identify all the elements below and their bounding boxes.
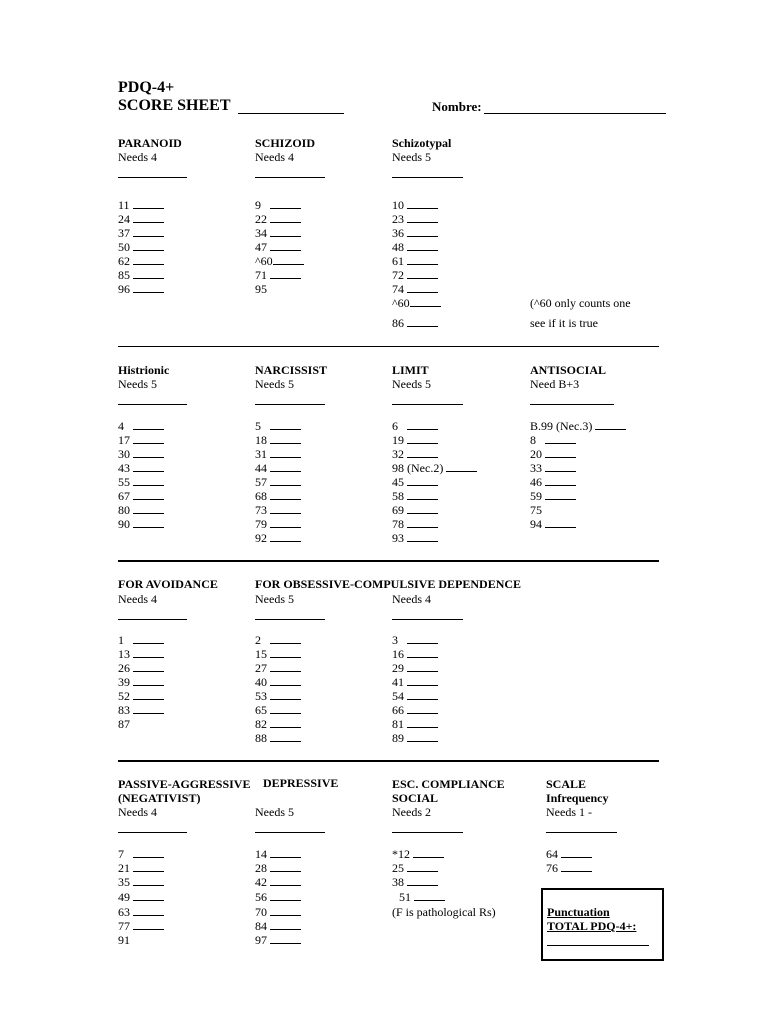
answer-blank[interactable] bbox=[407, 419, 438, 430]
answer-blank[interactable] bbox=[407, 531, 438, 542]
answer-blank[interactable] bbox=[133, 461, 164, 472]
esc-note: (F is pathological Rs) bbox=[392, 905, 496, 919]
answer-blank[interactable] bbox=[270, 447, 301, 458]
form-subtitle: SCORE SHEET bbox=[118, 97, 231, 114]
name-field[interactable] bbox=[484, 113, 666, 114]
passive-aggressive-title: PASSIVE-AGGRESSIVE bbox=[118, 777, 251, 791]
dependence-score-field[interactable] bbox=[392, 619, 463, 620]
list-item: 40 bbox=[255, 675, 301, 690]
esc-compliance-needs: Needs 2 bbox=[392, 805, 431, 819]
scale-title: SCALE bbox=[546, 777, 587, 791]
list-item: 66 bbox=[392, 703, 438, 718]
avoidance-title: FOR AVOIDANCE bbox=[118, 577, 218, 591]
list-item: 54 bbox=[392, 689, 438, 704]
name-label: Nombre: bbox=[432, 99, 482, 114]
answer-blank[interactable] bbox=[414, 890, 445, 901]
dependence-needs: Needs 4 bbox=[392, 592, 431, 606]
esc-compliance-score-field[interactable] bbox=[392, 832, 463, 833]
list-item: 73 bbox=[255, 503, 301, 518]
list-item: 56 bbox=[255, 890, 301, 905]
list-item: 27 bbox=[255, 661, 301, 676]
list-item: 62 bbox=[118, 254, 164, 269]
answer-blank[interactable] bbox=[561, 861, 592, 872]
answer-blank[interactable] bbox=[270, 919, 301, 930]
histrionic-title: Histrionic bbox=[118, 363, 170, 377]
answer-blank[interactable] bbox=[133, 661, 164, 672]
list-item: 89 bbox=[392, 731, 438, 746]
list-item: 74 bbox=[392, 282, 438, 297]
list-item: 57 bbox=[255, 475, 301, 490]
list-item: 36 bbox=[392, 226, 438, 241]
answer-blank[interactable] bbox=[133, 517, 164, 528]
answer-blank[interactable] bbox=[133, 419, 164, 430]
list-item: 75 bbox=[530, 503, 542, 517]
narcissist-title: NARCISSIST bbox=[255, 363, 328, 377]
answer-blank[interactable] bbox=[407, 703, 438, 714]
list-item: 14 bbox=[255, 847, 301, 862]
answer-blank[interactable] bbox=[270, 489, 301, 500]
list-item: 1 bbox=[118, 633, 164, 648]
schizoid-needs: Needs 4 bbox=[255, 150, 294, 164]
list-item: B.99 (Nec.3) bbox=[530, 419, 626, 434]
list-item: 52 bbox=[118, 689, 164, 704]
histrionic-score-field[interactable] bbox=[118, 404, 187, 405]
answer-blank[interactable] bbox=[133, 198, 164, 209]
answer-blank[interactable] bbox=[545, 517, 576, 528]
scale-needs: Needs 1 - bbox=[546, 805, 592, 819]
esc-compliance-title: ESC. COMPLIANCE bbox=[392, 777, 505, 791]
list-item: 85 bbox=[118, 268, 164, 283]
limit-needs: Needs 5 bbox=[392, 377, 431, 391]
answer-blank[interactable] bbox=[545, 475, 576, 486]
subtitle-underline bbox=[238, 113, 344, 114]
list-item: 87 bbox=[118, 717, 130, 731]
avoidance-needs: Needs 4 bbox=[118, 592, 157, 606]
answer-blank[interactable] bbox=[270, 461, 301, 472]
answer-blank[interactable] bbox=[410, 296, 441, 307]
answer-blank[interactable] bbox=[407, 254, 438, 265]
answer-blank[interactable] bbox=[133, 919, 164, 930]
list-item: 38 bbox=[392, 875, 438, 890]
list-item: 15 bbox=[255, 647, 301, 662]
list-item: 79 bbox=[255, 517, 301, 532]
list-item: 88 bbox=[255, 731, 301, 746]
list-item: 9 bbox=[255, 198, 301, 213]
answer-blank[interactable] bbox=[270, 517, 301, 528]
answer-blank[interactable] bbox=[270, 647, 301, 658]
answer-blank[interactable] bbox=[133, 703, 164, 714]
depressive-score-field[interactable] bbox=[255, 832, 325, 833]
section-divider bbox=[118, 760, 659, 762]
answer-blank[interactable] bbox=[407, 226, 438, 237]
answer-blank[interactable] bbox=[407, 240, 438, 251]
answer-blank[interactable] bbox=[407, 633, 438, 644]
list-item: 30 bbox=[118, 447, 164, 462]
answer-blank[interactable] bbox=[270, 240, 301, 251]
scale-subtitle: Infrequency bbox=[546, 791, 609, 805]
list-item: 4 bbox=[118, 419, 164, 434]
answer-blank[interactable] bbox=[270, 268, 301, 279]
answer-blank[interactable] bbox=[270, 226, 301, 237]
depressive-needs: Needs 5 bbox=[255, 805, 294, 819]
passive-aggressive-needs: Needs 4 bbox=[118, 805, 157, 819]
list-item: *12 bbox=[392, 847, 444, 862]
list-item: 49 bbox=[118, 890, 164, 905]
schizoid-title: SCHIZOID bbox=[255, 136, 316, 150]
list-item: 50 bbox=[118, 240, 164, 255]
list-item: 29 bbox=[392, 661, 438, 676]
antisocial-needs: Need B+3 bbox=[530, 377, 580, 391]
schizotypal-title: Schizotypal bbox=[392, 136, 452, 150]
list-item: 26 bbox=[118, 661, 164, 676]
answer-blank[interactable] bbox=[133, 489, 164, 500]
answer-blank[interactable] bbox=[270, 675, 301, 686]
scale-score-field[interactable] bbox=[546, 832, 617, 833]
list-item: 86 bbox=[392, 316, 438, 331]
depressive-title: DEPRESSIVE bbox=[263, 776, 339, 790]
answer-blank[interactable] bbox=[407, 731, 438, 742]
answer-blank[interactable] bbox=[133, 240, 164, 251]
narcissist-needs: Needs 5 bbox=[255, 377, 294, 391]
list-item: 41 bbox=[392, 675, 438, 690]
list-item: 68 bbox=[255, 489, 301, 504]
list-item: 42 bbox=[255, 875, 301, 890]
answer-blank[interactable] bbox=[270, 198, 301, 209]
answer-blank[interactable] bbox=[407, 316, 438, 327]
paranoid-score-field[interactable] bbox=[118, 177, 187, 178]
note-line-1: (^60 only counts one bbox=[530, 296, 631, 310]
answer-blank[interactable] bbox=[407, 517, 438, 528]
list-item: 37 bbox=[118, 226, 164, 241]
section-divider bbox=[118, 560, 659, 562]
list-item: 91 bbox=[118, 933, 130, 947]
list-item: 76 bbox=[546, 861, 592, 876]
histrionic-needs: Needs 5 bbox=[118, 377, 157, 391]
esc-compliance-subtitle: SOCIAL bbox=[392, 791, 439, 805]
list-item: 72 bbox=[392, 268, 438, 283]
list-item: 21 bbox=[118, 861, 164, 876]
list-item: 46 bbox=[530, 475, 576, 490]
list-item: 33 bbox=[530, 461, 576, 476]
section-divider bbox=[118, 346, 659, 347]
list-item: 22 bbox=[255, 212, 301, 227]
list-item: 82 bbox=[255, 717, 301, 732]
answer-blank[interactable] bbox=[270, 212, 301, 223]
answer-blank[interactable] bbox=[270, 933, 301, 944]
answer-blank[interactable] bbox=[133, 282, 164, 293]
answer-blank[interactable] bbox=[407, 212, 438, 223]
answer-blank[interactable] bbox=[407, 503, 438, 514]
list-item: 5 bbox=[255, 419, 301, 434]
list-item: 96 bbox=[118, 282, 164, 297]
answer-blank[interactable] bbox=[270, 905, 301, 916]
list-item: 6 bbox=[392, 419, 438, 434]
list-item: 94 bbox=[530, 517, 576, 532]
answer-blank[interactable] bbox=[133, 254, 164, 265]
list-item: 61 bbox=[392, 254, 438, 269]
obsessive-needs: Needs 5 bbox=[255, 592, 294, 606]
list-item: 18 bbox=[255, 433, 301, 448]
antisocial-score-field[interactable] bbox=[530, 404, 614, 405]
list-item: 31 bbox=[255, 447, 301, 462]
list-item: 95 bbox=[255, 282, 267, 296]
passive-aggressive-score-field[interactable] bbox=[118, 832, 187, 833]
list-item: 51 bbox=[399, 890, 445, 905]
answer-blank[interactable] bbox=[407, 475, 438, 486]
answer-blank[interactable] bbox=[545, 447, 576, 458]
list-item: 58 bbox=[392, 489, 438, 504]
list-item: 80 bbox=[118, 503, 164, 518]
answer-blank[interactable] bbox=[133, 675, 164, 686]
answer-blank[interactable] bbox=[270, 731, 301, 742]
answer-blank[interactable] bbox=[133, 268, 164, 279]
answer-blank[interactable] bbox=[270, 475, 301, 486]
schizotypal-needs: Needs 5 bbox=[392, 150, 431, 164]
answer-blank[interactable] bbox=[413, 847, 444, 858]
answer-blank[interactable] bbox=[133, 475, 164, 486]
answer-blank[interactable] bbox=[133, 433, 164, 444]
answer-blank[interactable] bbox=[270, 419, 301, 430]
answer-blank[interactable] bbox=[133, 861, 164, 872]
list-item: 23 bbox=[392, 212, 438, 227]
obsessive-score-field[interactable] bbox=[255, 619, 325, 620]
list-item: 35 bbox=[118, 875, 164, 890]
paranoid-title: PARANOID bbox=[118, 136, 182, 150]
schizotypal-score-field[interactable] bbox=[392, 177, 463, 178]
answer-blank[interactable] bbox=[407, 433, 438, 444]
answer-blank[interactable] bbox=[561, 847, 592, 858]
list-item: 3 bbox=[392, 633, 438, 648]
list-item: 59 bbox=[530, 489, 576, 504]
list-item: 97 bbox=[255, 933, 301, 948]
answer-blank[interactable] bbox=[407, 689, 438, 700]
answer-blank[interactable] bbox=[133, 905, 164, 916]
list-item: 64 bbox=[546, 847, 592, 862]
list-item: 77 bbox=[118, 919, 164, 934]
answer-blank[interactable] bbox=[270, 661, 301, 672]
list-item: 90 bbox=[118, 517, 164, 532]
list-item: 78 bbox=[392, 517, 438, 532]
answer-blank[interactable] bbox=[407, 861, 438, 872]
list-item: 69 bbox=[392, 503, 438, 518]
antisocial-title: ANTISOCIAL bbox=[530, 363, 607, 377]
answer-blank[interactable] bbox=[133, 503, 164, 514]
form-title: PDQ-4+ bbox=[118, 79, 175, 96]
list-item: 34 bbox=[255, 226, 301, 241]
passive-aggressive-subtitle: (NEGATIVIST) bbox=[118, 791, 201, 805]
list-item: 10 bbox=[392, 198, 438, 213]
answer-blank[interactable] bbox=[270, 633, 301, 644]
answer-blank[interactable] bbox=[407, 647, 438, 658]
list-item: 19 bbox=[392, 433, 438, 448]
list-item: 44 bbox=[255, 461, 301, 476]
answer-blank[interactable] bbox=[407, 447, 438, 458]
ocd-dependence-title: FOR OBSESSIVE-COMPULSIVE DEPENDENCE bbox=[255, 577, 522, 591]
list-item: 47 bbox=[255, 240, 301, 255]
list-item: 93 bbox=[392, 531, 438, 546]
list-item: 17 bbox=[118, 433, 164, 448]
answer-blank[interactable] bbox=[133, 212, 164, 223]
list-item: ^60 bbox=[392, 296, 441, 311]
total-score-box bbox=[541, 888, 664, 961]
answer-blank[interactable] bbox=[270, 703, 301, 714]
answer-blank[interactable] bbox=[545, 489, 576, 500]
answer-blank[interactable] bbox=[545, 461, 576, 472]
list-item: 67 bbox=[118, 489, 164, 504]
answer-blank[interactable] bbox=[407, 661, 438, 672]
list-item: 11 bbox=[118, 198, 164, 213]
list-item: 53 bbox=[255, 689, 301, 704]
list-item: 39 bbox=[118, 675, 164, 690]
answer-blank[interactable] bbox=[270, 717, 301, 728]
punctuation-label: Punctuation bbox=[547, 905, 610, 919]
avoidance-score-field[interactable] bbox=[118, 619, 187, 620]
answer-blank[interactable] bbox=[133, 633, 164, 644]
answer-blank[interactable] bbox=[545, 433, 576, 444]
answer-blank[interactable] bbox=[270, 689, 301, 700]
answer-blank[interactable] bbox=[270, 847, 301, 858]
list-item: 92 bbox=[255, 531, 301, 546]
list-item: ^60 bbox=[255, 254, 304, 269]
list-item: 24 bbox=[118, 212, 164, 227]
answer-blank[interactable] bbox=[133, 647, 164, 658]
answer-blank[interactable] bbox=[270, 433, 301, 444]
answer-blank[interactable] bbox=[133, 875, 164, 886]
answer-blank[interactable] bbox=[407, 489, 438, 500]
answer-blank[interactable] bbox=[270, 890, 301, 901]
narcissist-score-field[interactable] bbox=[255, 404, 325, 405]
list-item: 28 bbox=[255, 861, 301, 876]
limit-title: LIMIT bbox=[392, 363, 429, 377]
list-item: 7 bbox=[118, 847, 164, 862]
list-item: 48 bbox=[392, 240, 438, 255]
answer-blank[interactable] bbox=[270, 861, 301, 872]
list-item: 71 bbox=[255, 268, 301, 283]
list-item: 13 bbox=[118, 647, 164, 662]
list-item: 84 bbox=[255, 919, 301, 934]
answer-blank[interactable] bbox=[133, 847, 164, 858]
answer-blank[interactable] bbox=[133, 890, 164, 901]
answer-blank[interactable] bbox=[273, 254, 304, 265]
total-label: TOTAL PDQ-4+: bbox=[547, 919, 637, 933]
list-item: 65 bbox=[255, 703, 301, 718]
schizoid-score-field[interactable] bbox=[255, 177, 325, 178]
list-item: 16 bbox=[392, 647, 438, 662]
answer-blank[interactable] bbox=[407, 282, 438, 293]
answer-blank[interactable] bbox=[595, 419, 626, 430]
answer-blank[interactable] bbox=[133, 447, 164, 458]
answer-blank[interactable] bbox=[133, 689, 164, 700]
answer-blank[interactable] bbox=[407, 198, 438, 209]
list-item: 8 bbox=[530, 433, 576, 448]
list-item: 63 bbox=[118, 905, 164, 920]
list-item: 20 bbox=[530, 447, 576, 462]
answer-blank[interactable] bbox=[446, 461, 477, 472]
answer-blank[interactable] bbox=[407, 717, 438, 728]
list-item: 98 (Nec.2) bbox=[392, 461, 477, 476]
list-item: 55 bbox=[118, 475, 164, 490]
list-item: 32 bbox=[392, 447, 438, 462]
answer-blank[interactable] bbox=[133, 226, 164, 237]
note-line-2: see if it is true bbox=[530, 316, 598, 330]
list-item: 2 bbox=[255, 633, 301, 648]
answer-blank[interactable] bbox=[270, 503, 301, 514]
list-item: 83 bbox=[118, 703, 164, 718]
answer-blank[interactable] bbox=[407, 268, 438, 279]
answer-blank[interactable] bbox=[270, 875, 301, 886]
answer-blank[interactable] bbox=[270, 531, 301, 542]
list-item: 70 bbox=[255, 905, 301, 920]
total-score-field[interactable] bbox=[547, 945, 649, 946]
limit-score-field[interactable] bbox=[392, 404, 463, 405]
answer-blank[interactable] bbox=[407, 675, 438, 686]
answer-blank[interactable] bbox=[407, 875, 438, 886]
list-item: 43 bbox=[118, 461, 164, 476]
list-item: 45 bbox=[392, 475, 438, 490]
paranoid-needs: Needs 4 bbox=[118, 150, 157, 164]
list-item: 25 bbox=[392, 861, 438, 876]
list-item: 81 bbox=[392, 717, 438, 732]
